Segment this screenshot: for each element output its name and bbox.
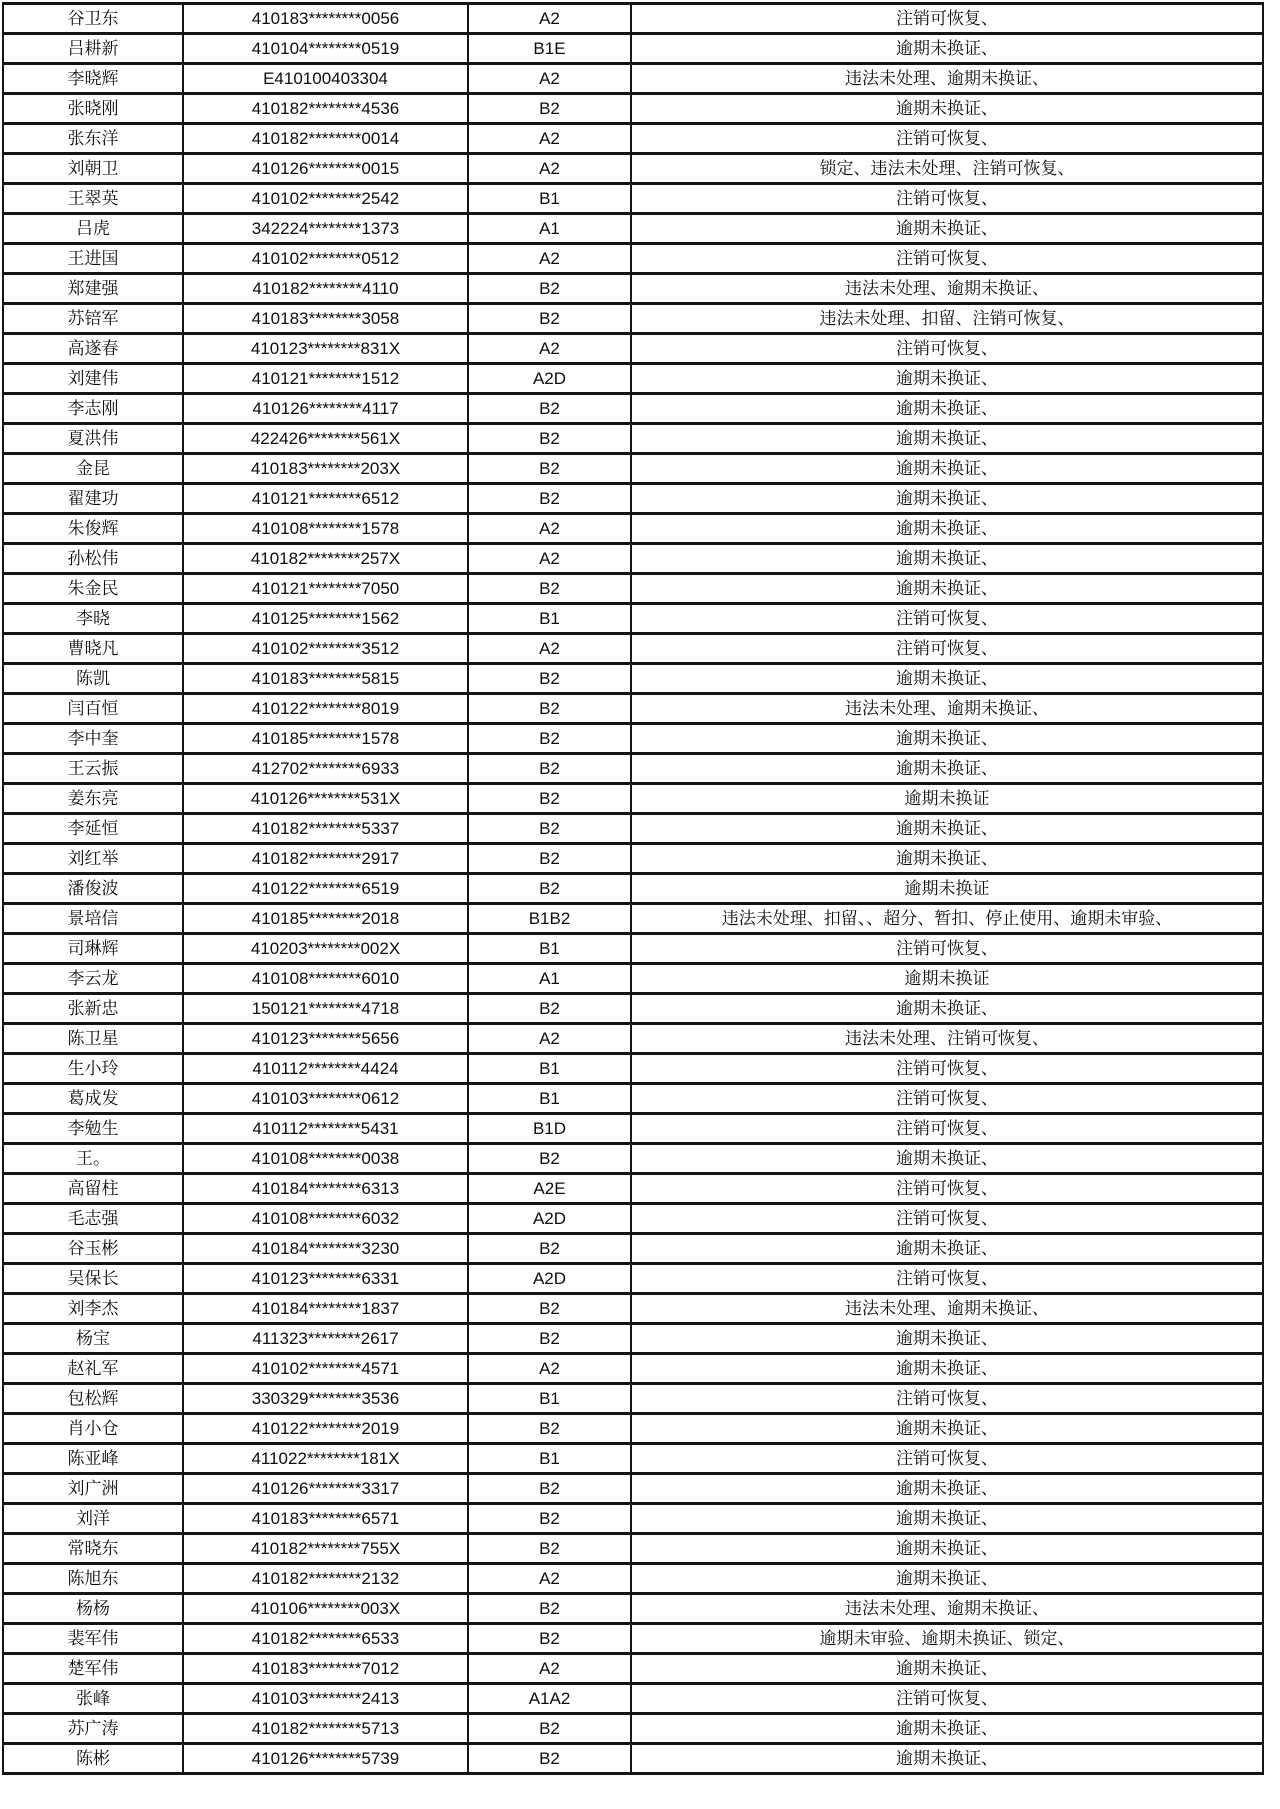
cell-status: 逾期未换证、 <box>631 1234 1263 1264</box>
cell-status: 逾期未换证 <box>631 784 1263 814</box>
table-row <box>3 694 1263 724</box>
cell-name: 陈彬 <box>3 1744 183 1774</box>
cell-name: 朱俊辉 <box>3 514 183 544</box>
cell-status: 逾期未换证、 <box>631 1654 1263 1684</box>
cell-license-class: B2 <box>468 664 631 694</box>
cell-id-number: 410102********2542 <box>183 184 468 214</box>
cell-license-class: A2 <box>468 1024 631 1054</box>
cell-license-class: B2 <box>468 694 631 724</box>
table-row <box>3 4 1263 34</box>
cell-name: 常晓东 <box>3 1534 183 1564</box>
cell-status: 逾期未换证、 <box>631 574 1263 604</box>
table-row <box>3 724 1263 754</box>
table-row <box>3 604 1263 634</box>
cell-name: 夏洪伟 <box>3 424 183 454</box>
table-row <box>3 1294 1263 1324</box>
cell-status: 逾期未换证、 <box>631 364 1263 394</box>
cell-status: 注销可恢复、 <box>631 1174 1263 1204</box>
table-row <box>3 574 1263 604</box>
cell-license-class: B2 <box>468 484 631 514</box>
cell-license-class: B2 <box>468 994 631 1024</box>
cell-id-number: 410121********1512 <box>183 364 468 394</box>
cell-id-number: 410182********5337 <box>183 814 468 844</box>
cell-name: 高遂春 <box>3 334 183 364</box>
cell-license-class: B1 <box>468 1384 631 1414</box>
cell-license-class: A2 <box>468 124 631 154</box>
cell-name: 杨宝 <box>3 1324 183 1354</box>
table-row <box>3 1264 1263 1294</box>
cell-license-class: B2 <box>468 1504 631 1534</box>
table-row <box>3 1594 1263 1624</box>
cell-name: 郑建强 <box>3 274 183 304</box>
cell-id-number: 410185********1578 <box>183 724 468 754</box>
cell-name: 杨杨 <box>3 1594 183 1624</box>
table-row <box>3 544 1263 574</box>
table-row <box>3 964 1263 994</box>
cell-id-number: 410122********6519 <box>183 874 468 904</box>
cell-id-number: 410184********1837 <box>183 1294 468 1324</box>
cell-status: 逾期未换证、 <box>631 754 1263 784</box>
table-row <box>3 1324 1263 1354</box>
cell-license-class: B1 <box>468 1084 631 1114</box>
cell-name: 张晓刚 <box>3 94 183 124</box>
cell-id-number: 410183********7012 <box>183 1654 468 1684</box>
cell-status: 注销可恢复、 <box>631 184 1263 214</box>
cell-license-class: A1 <box>468 214 631 244</box>
table-row <box>3 1564 1263 1594</box>
cell-name: 楚军伟 <box>3 1654 183 1684</box>
cell-license-class: B1 <box>468 604 631 634</box>
cell-id-number: E410100403304 <box>183 64 468 94</box>
cell-id-number: 410108********0038 <box>183 1144 468 1174</box>
cell-status: 注销可恢复、 <box>631 634 1263 664</box>
table-row <box>3 1084 1263 1114</box>
cell-status: 注销可恢复、 <box>631 1054 1263 1084</box>
cell-name: 李延恒 <box>3 814 183 844</box>
cell-license-class: B1 <box>468 1444 631 1474</box>
cell-id-number: 410182********5713 <box>183 1714 468 1744</box>
cell-id-number: 410126********531X <box>183 784 468 814</box>
table-row <box>3 394 1263 424</box>
table-row <box>3 1384 1263 1414</box>
cell-status: 注销可恢复、 <box>631 1084 1263 1114</box>
cell-status: 逾期未换证、 <box>631 1564 1263 1594</box>
cell-status: 注销可恢复、 <box>631 1204 1263 1234</box>
cell-id-number: 410108********6010 <box>183 964 468 994</box>
cell-status: 注销可恢复、 <box>631 604 1263 634</box>
cell-status: 违法未处理、扣留、注销可恢复、 <box>631 304 1263 334</box>
cell-id-number: 411022********181X <box>183 1444 468 1474</box>
cell-license-class: B2 <box>468 1324 631 1354</box>
cell-name: 王进国 <box>3 244 183 274</box>
cell-name: 刘李杰 <box>3 1294 183 1324</box>
cell-id-number: 410112********5431 <box>183 1114 468 1144</box>
cell-license-class: B2 <box>468 1594 631 1624</box>
cell-license-class: B2 <box>468 1744 631 1774</box>
cell-id-number: 342224********1373 <box>183 214 468 244</box>
cell-id-number: 410123********831X <box>183 334 468 364</box>
table-row <box>3 904 1263 934</box>
table-row <box>3 1504 1263 1534</box>
cell-license-class: B1B2 <box>468 904 631 934</box>
table-row <box>3 1204 1263 1234</box>
cell-status: 注销可恢复、 <box>631 124 1263 154</box>
cell-name: 张峰 <box>3 1684 183 1714</box>
cell-license-class: B2 <box>468 304 631 334</box>
cell-id-number: 410125********1562 <box>183 604 468 634</box>
cell-id-number: 410102********4571 <box>183 1354 468 1384</box>
cell-license-class: B1 <box>468 934 631 964</box>
cell-status: 逾期未换证、 <box>631 34 1263 64</box>
cell-status: 逾期未换证、 <box>631 1534 1263 1564</box>
cell-license-class: A2D <box>468 1204 631 1234</box>
cell-name: 司琳辉 <box>3 934 183 964</box>
cell-id-number: 410183********6571 <box>183 1504 468 1534</box>
cell-status: 逾期未换证、 <box>631 814 1263 844</box>
table-row <box>3 1444 1263 1474</box>
cell-id-number: 410183********5815 <box>183 664 468 694</box>
cell-name: 孙松伟 <box>3 544 183 574</box>
cell-name: 王云振 <box>3 754 183 784</box>
cell-id-number: 410182********755X <box>183 1534 468 1564</box>
cell-license-class: A2 <box>468 1654 631 1684</box>
table-row <box>3 1024 1263 1054</box>
cell-status: 注销可恢复、 <box>631 1444 1263 1474</box>
cell-name: 刘建伟 <box>3 364 183 394</box>
table-row <box>3 214 1263 244</box>
cell-license-class: B2 <box>468 844 631 874</box>
cell-license-class: B2 <box>468 1294 631 1324</box>
cell-name: 谷卫东 <box>3 4 183 34</box>
cell-id-number: 410182********6533 <box>183 1624 468 1654</box>
table-row <box>3 1114 1263 1144</box>
cell-license-class: B2 <box>468 574 631 604</box>
cell-license-class: A2 <box>468 1354 631 1384</box>
cell-id-number: 410203********002X <box>183 934 468 964</box>
table-row <box>3 364 1263 394</box>
table-row <box>3 934 1263 964</box>
table-row <box>3 1684 1263 1714</box>
cell-id-number: 410184********3230 <box>183 1234 468 1264</box>
cell-license-class: A1 <box>468 964 631 994</box>
cell-id-number: 410185********2018 <box>183 904 468 934</box>
table-row <box>3 784 1263 814</box>
cell-license-class: A2 <box>468 4 631 34</box>
table-row <box>3 844 1263 874</box>
cell-id-number: 410182********257X <box>183 544 468 574</box>
cell-name: 赵礼军 <box>3 1354 183 1384</box>
table-row <box>3 304 1263 334</box>
cell-status: 逾期未换证、 <box>631 1324 1263 1354</box>
cell-name: 刘洋 <box>3 1504 183 1534</box>
cell-id-number: 410182********2132 <box>183 1564 468 1594</box>
cell-name: 吴保长 <box>3 1264 183 1294</box>
cell-id-number: 410183********0056 <box>183 4 468 34</box>
cell-license-class: B1 <box>468 184 631 214</box>
cell-id-number: 412702********6933 <box>183 754 468 784</box>
cell-status: 逾期未换证、 <box>631 484 1263 514</box>
cell-license-class: B2 <box>468 274 631 304</box>
table-row <box>3 754 1263 784</box>
cell-id-number: 410104********0519 <box>183 34 468 64</box>
cell-status: 逾期未换证、 <box>631 994 1263 1024</box>
cell-status: 逾期未换证、 <box>631 1744 1263 1774</box>
cell-name: 李勉生 <box>3 1114 183 1144</box>
cell-id-number: 410183********3058 <box>183 304 468 334</box>
table-row <box>3 274 1263 304</box>
cell-status: 逾期未换证、 <box>631 394 1263 424</box>
cell-name: 金昆 <box>3 454 183 484</box>
table-row <box>3 814 1263 844</box>
cell-name: 苏广涛 <box>3 1714 183 1744</box>
cell-license-class: B2 <box>468 1414 631 1444</box>
cell-name: 翟建功 <box>3 484 183 514</box>
cell-license-class: A2 <box>468 634 631 664</box>
cell-id-number: 422426********561X <box>183 424 468 454</box>
cell-status: 注销可恢复、 <box>631 244 1263 274</box>
cell-status: 违法未处理、逾期未换证、 <box>631 274 1263 304</box>
cell-name: 高留柱 <box>3 1174 183 1204</box>
cell-id-number: 410182********4110 <box>183 274 468 304</box>
cell-name: 谷玉彬 <box>3 1234 183 1264</box>
table-row <box>3 154 1263 184</box>
cell-status: 逾期未换证 <box>631 964 1263 994</box>
table-row <box>3 184 1263 214</box>
cell-id-number: 150121********4718 <box>183 994 468 1024</box>
cell-license-class: B2 <box>468 1624 631 1654</box>
cell-name: 曹晓凡 <box>3 634 183 664</box>
cell-name: 闫百恒 <box>3 694 183 724</box>
cell-name: 生小玲 <box>3 1054 183 1084</box>
cell-status: 违法未处理、注销可恢复、 <box>631 1024 1263 1054</box>
cell-id-number: 410182********2917 <box>183 844 468 874</box>
cell-id-number: 410122********2019 <box>183 1414 468 1444</box>
cell-name: 张东洋 <box>3 124 183 154</box>
cell-status: 逾期未换证、 <box>631 544 1263 574</box>
cell-id-number: 410121********7050 <box>183 574 468 604</box>
cell-id-number: 410126********5739 <box>183 1744 468 1774</box>
cell-status: 违法未处理、逾期未换证、 <box>631 1594 1263 1624</box>
cell-status: 逾期未审验、逾期未换证、锁定、 <box>631 1624 1263 1654</box>
cell-status: 违法未处理、扣留、、超分、暂扣、停止使用、逾期未审验、 <box>631 904 1263 934</box>
cell-name: 李晓辉 <box>3 64 183 94</box>
cell-status: 注销可恢复、 <box>631 1684 1263 1714</box>
cell-status: 违法未处理、逾期未换证、 <box>631 1294 1263 1324</box>
cell-name: 吕耕新 <box>3 34 183 64</box>
cell-id-number: 410112********4424 <box>183 1054 468 1084</box>
cell-status: 逾期未换证、 <box>631 1714 1263 1744</box>
cell-status: 违法未处理、逾期未换证、 <box>631 64 1263 94</box>
cell-name: 李云龙 <box>3 964 183 994</box>
cell-license-class: B2 <box>468 454 631 484</box>
cell-license-class: B2 <box>468 1714 631 1744</box>
table-row <box>3 1144 1263 1174</box>
cell-license-class: B2 <box>468 1474 631 1504</box>
cell-license-class: A2D <box>468 364 631 394</box>
cell-status: 逾期未换证、 <box>631 1144 1263 1174</box>
table-row <box>3 514 1263 544</box>
cell-status: 逾期未换证、 <box>631 1414 1263 1444</box>
cell-name: 李中奎 <box>3 724 183 754</box>
table-row <box>3 1234 1263 1264</box>
cell-license-class: B2 <box>468 724 631 754</box>
cell-license-class: B1D <box>468 1114 631 1144</box>
cell-name: 陈卫星 <box>3 1024 183 1054</box>
cell-name: 张新忠 <box>3 994 183 1024</box>
cell-name: 刘朝卫 <box>3 154 183 184</box>
cell-name: 刘广洲 <box>3 1474 183 1504</box>
cell-license-class: B2 <box>468 1144 631 1174</box>
table-row <box>3 424 1263 454</box>
cell-status: 逾期未换证、 <box>631 1504 1263 1534</box>
cell-license-class: B2 <box>468 424 631 454</box>
table-row <box>3 94 1263 124</box>
cell-license-class: B2 <box>468 394 631 424</box>
cell-license-class: B2 <box>468 1534 631 1564</box>
cell-license-class: A2 <box>468 334 631 364</box>
table-row <box>3 994 1263 1024</box>
cell-license-class: A2D <box>468 1264 631 1294</box>
cell-id-number: 410183********203X <box>183 454 468 484</box>
table-row <box>3 34 1263 64</box>
cell-status: 注销可恢复、 <box>631 334 1263 364</box>
cell-name: 王翠英 <box>3 184 183 214</box>
table-row <box>3 64 1263 94</box>
cell-status: 注销可恢复、 <box>631 1384 1263 1414</box>
cell-license-class: B2 <box>468 814 631 844</box>
cell-name: 吕虎 <box>3 214 183 244</box>
cell-name: 苏锫军 <box>3 304 183 334</box>
table-row <box>3 634 1263 664</box>
cell-name: 陈亚峰 <box>3 1444 183 1474</box>
table-row <box>3 1624 1263 1654</box>
table-row <box>3 1354 1263 1384</box>
cell-name: 陈旭东 <box>3 1564 183 1594</box>
cell-name: 肖小仓 <box>3 1414 183 1444</box>
cell-id-number: 411323********2617 <box>183 1324 468 1354</box>
table-row <box>3 484 1263 514</box>
cell-id-number: 410103********2413 <box>183 1684 468 1714</box>
table-row <box>3 1744 1263 1774</box>
cell-status: 逾期未换证、 <box>631 424 1263 454</box>
cell-id-number: 410108********1578 <box>183 514 468 544</box>
cell-license-class: A2 <box>468 64 631 94</box>
cell-name: 李晓 <box>3 604 183 634</box>
cell-id-number: 410122********8019 <box>183 694 468 724</box>
table-row <box>3 334 1263 364</box>
cell-id-number: 410121********6512 <box>183 484 468 514</box>
cell-license-class: A2 <box>468 154 631 184</box>
cell-status: 逾期未换证 <box>631 874 1263 904</box>
cell-status: 逾期未换证、 <box>631 724 1263 754</box>
cell-id-number: 410184********6313 <box>183 1174 468 1204</box>
cell-name: 陈凯 <box>3 664 183 694</box>
cell-license-class: B2 <box>468 1234 631 1264</box>
cell-status: 逾期未换证、 <box>631 664 1263 694</box>
cell-name: 葛成发 <box>3 1084 183 1114</box>
cell-status: 注销可恢复、 <box>631 934 1263 964</box>
cell-status: 逾期未换证、 <box>631 94 1263 124</box>
cell-id-number: 410182********0014 <box>183 124 468 154</box>
table-row <box>3 1534 1263 1564</box>
cell-id-number: 410102********3512 <box>183 634 468 664</box>
cell-name: 朱金民 <box>3 574 183 604</box>
cell-status: 逾期未换证、 <box>631 454 1263 484</box>
license-status-table <box>2 2 1264 1775</box>
cell-id-number: 410182********4536 <box>183 94 468 124</box>
cell-license-class: B1 <box>468 1054 631 1084</box>
table-row <box>3 1714 1263 1744</box>
cell-status: 逾期未换证、 <box>631 1474 1263 1504</box>
cell-license-class: A2 <box>468 1564 631 1594</box>
cell-id-number: 410126********4117 <box>183 394 468 424</box>
cell-license-class: B2 <box>468 874 631 904</box>
table-row <box>3 1414 1263 1444</box>
table-row <box>3 1174 1263 1204</box>
cell-status: 锁定、违法未处理、注销可恢复、 <box>631 154 1263 184</box>
cell-name: 毛志强 <box>3 1204 183 1234</box>
cell-license-class: B2 <box>468 754 631 784</box>
cell-license-class: A2 <box>468 514 631 544</box>
cell-id-number: 410126********0015 <box>183 154 468 184</box>
table-row <box>3 244 1263 274</box>
cell-license-class: B2 <box>468 784 631 814</box>
cell-status: 逾期未换证、 <box>631 844 1263 874</box>
cell-id-number: 410106********003X <box>183 1594 468 1624</box>
cell-license-class: A1A2 <box>468 1684 631 1714</box>
cell-name: 潘俊波 <box>3 874 183 904</box>
table-row <box>3 1654 1263 1684</box>
table-row <box>3 664 1263 694</box>
cell-name: 王。 <box>3 1144 183 1174</box>
cell-name: 景培信 <box>3 904 183 934</box>
cell-id-number: 330329********3536 <box>183 1384 468 1414</box>
cell-id-number: 410108********6032 <box>183 1204 468 1234</box>
cell-license-class: B2 <box>468 94 631 124</box>
cell-license-class: A2E <box>468 1174 631 1204</box>
cell-status: 违法未处理、逾期未换证、 <box>631 694 1263 724</box>
table-row <box>3 1474 1263 1504</box>
cell-license-class: B1E <box>468 34 631 64</box>
cell-id-number: 410123********5656 <box>183 1024 468 1054</box>
cell-status: 逾期未换证、 <box>631 214 1263 244</box>
cell-status: 注销可恢复、 <box>631 1264 1263 1294</box>
cell-name: 姜东亮 <box>3 784 183 814</box>
table-row <box>3 1054 1263 1084</box>
cell-license-class: A2 <box>468 244 631 274</box>
cell-license-class: A2 <box>468 544 631 574</box>
cell-status: 逾期未换证、 <box>631 1354 1263 1384</box>
cell-name: 刘红举 <box>3 844 183 874</box>
cell-status: 注销可恢复、 <box>631 1114 1263 1144</box>
cell-status: 逾期未换证、 <box>631 514 1263 544</box>
table-row <box>3 454 1263 484</box>
table-row <box>3 874 1263 904</box>
cell-name: 裴军伟 <box>3 1624 183 1654</box>
cell-status: 注销可恢复、 <box>631 4 1263 34</box>
cell-name: 李志刚 <box>3 394 183 424</box>
table-row <box>3 124 1263 154</box>
cell-id-number: 410123********6331 <box>183 1264 468 1294</box>
table-body <box>3 4 1263 1774</box>
cell-name: 包松辉 <box>3 1384 183 1414</box>
cell-id-number: 410103********0612 <box>183 1084 468 1114</box>
cell-id-number: 410102********0512 <box>183 244 468 274</box>
cell-id-number: 410126********3317 <box>183 1474 468 1504</box>
